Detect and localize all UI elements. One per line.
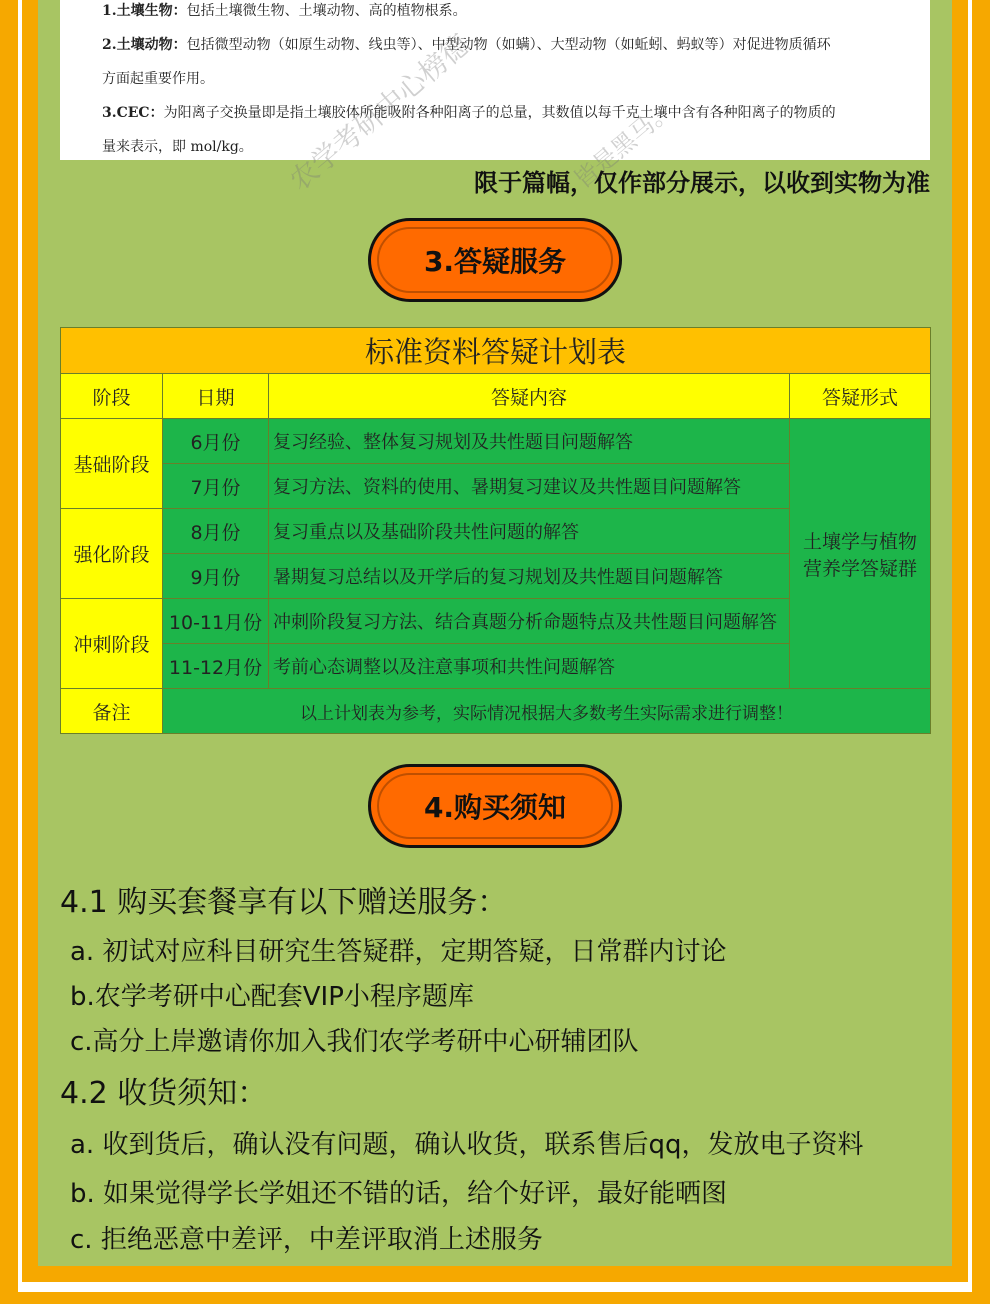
doc-line-4: 3.CEC：为阳离子交换量即是指土壤胶体所能吸附各种阳离子的总量，其数值以每千克土壤中含有各种阳离子的物质的 [102, 105, 836, 121]
note-text: 以上计划表为参考，实际情况根据大多数考生实际需求进行调整！ [163, 689, 931, 734]
list-item: a. 收到货后，确认没有问题，确认收货，联系售后qq，发放电子资料 [70, 1130, 864, 1160]
header-stage: 阶段 [61, 374, 163, 419]
notice-text: 限于篇幅，仅作部分展示，以收到实物为准 [474, 169, 930, 197]
header-date: 日期 [163, 374, 269, 419]
doc-line-3: 方面起重要作用。 [102, 71, 214, 87]
table-title: 标准资料答疑计划表 [61, 328, 931, 374]
list-item: c. 拒绝恶意中差评，中差评取消上述服务 [70, 1225, 543, 1255]
header-form: 答疑形式 [790, 374, 931, 419]
badge-inner-ring [377, 227, 613, 293]
section-badge-buy [368, 764, 622, 848]
note-label: 备注 [61, 689, 163, 734]
row-date: 10-11月份 [163, 599, 269, 644]
buy-heading-1: 4.1 购买套餐享有以下赠送服务： [60, 885, 508, 920]
list-item: a. 初试对应科目研究生答疑群，定期答疑，日常群内讨论 [70, 937, 727, 967]
row-content: 复习方法、资料的使用、暑期复习建议及共性题目问题解答 [269, 464, 790, 509]
doc-line-2: 2.土壤动物：包括微型动物（如原生动物、线虫等）、中型动物（如螨）、大型动物（如蚯蚓、蚂蚁等）对促进物质循环 [102, 37, 831, 53]
badge-inner-ring [377, 773, 613, 839]
doc-line-1: 1.土壤生物：包括土壤微生物、土壤动物、高的植物根系。 [102, 3, 467, 19]
qa-form-cell: 土壤学与植物营养学答疑群 [790, 419, 931, 689]
table-row [61, 689, 931, 734]
row-date: 9月份 [163, 554, 269, 599]
row-content: 暑期复习总结以及开学后的复习规划及共性题目问题解答 [269, 554, 790, 599]
row-date: 11-12月份 [163, 644, 269, 689]
row-date: 6月份 [163, 419, 269, 464]
watermark-text-2: 皆是黑马。 [568, 95, 679, 195]
section-title-buy: 4.购买须知 [423, 791, 567, 824]
qa-plan-table [60, 327, 931, 734]
stage-basic: 基础阶段 [61, 419, 163, 509]
stage-sprint: 冲刺阶段 [61, 599, 163, 689]
row-date: 8月份 [163, 509, 269, 554]
list-item: b. 如果觉得学长学姐还不错的话，给个好评，最好能晒图 [70, 1179, 728, 1209]
watermark-text: 农学考研中心榜德 [283, 27, 477, 198]
buy-heading-2: 4.2 收货须知： [60, 1076, 268, 1111]
list-item: c.高分上岸邀请你加入我们农学考研中心研辅团队 [70, 1027, 639, 1057]
row-content: 冲刺阶段复习方法、结合真题分析命题特点及共性题目问题解答 [269, 599, 790, 644]
section-badge-qa [368, 218, 622, 302]
header-content: 答疑内容 [269, 374, 790, 419]
row-date: 7月份 [163, 464, 269, 509]
row-content: 复习重点以及基础阶段共性问题的解答 [269, 509, 790, 554]
table-row [61, 419, 931, 464]
doc-line-5: 量来表示，即 mol/kg。 [102, 139, 253, 155]
section-title-qa: 3.答疑服务 [423, 245, 567, 278]
row-content: 考前心态调整以及注意事项和共性问题解答 [269, 644, 790, 689]
stage-intensive: 强化阶段 [61, 509, 163, 599]
list-item: b.农学考研中心配套VIP小程序题库 [70, 982, 474, 1012]
row-content: 复习经验、整体复习规划及共性题目问题解答 [269, 419, 790, 464]
